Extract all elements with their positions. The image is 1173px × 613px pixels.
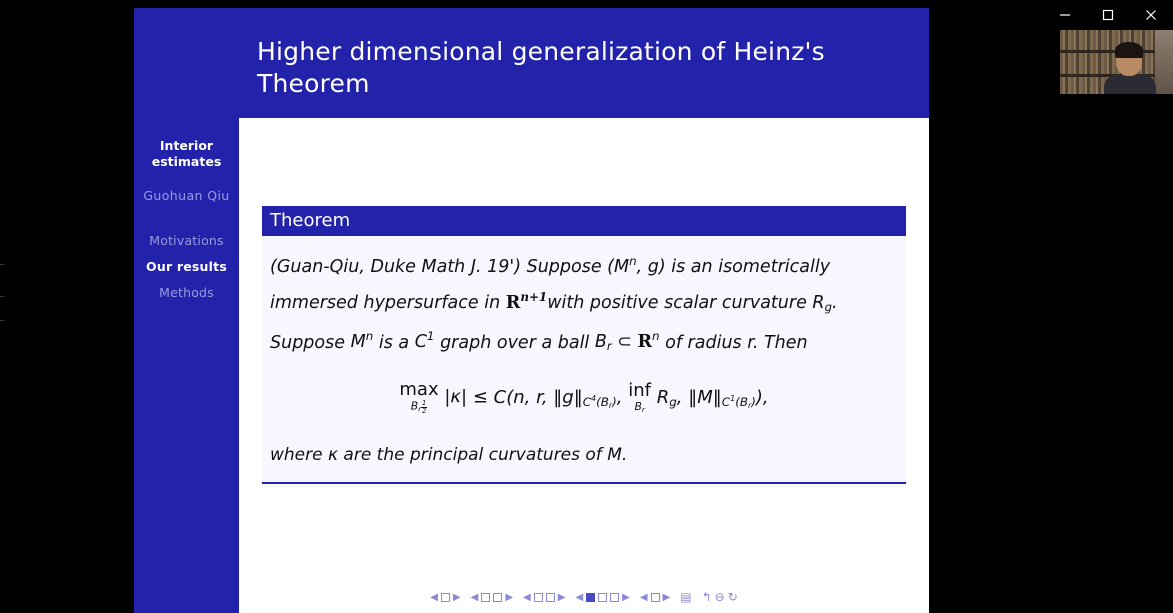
theorem-header: Theorem xyxy=(262,206,906,236)
nav-group[interactable] xyxy=(430,592,460,603)
nav-next-arrow[interactable]: ▶ xyxy=(505,591,514,603)
nav-next-arrow[interactable]: ▶ xyxy=(622,591,630,603)
sidebar-author: Guohuan Qiu xyxy=(143,188,230,203)
theorem-text-5: scalar curvature xyxy=(664,292,807,313)
formula-rhs-2: $R_g$, $‖M‖_{C^1(B_r)}$), xyxy=(656,386,769,410)
zoom-in-icon[interactable]: ↻ xyxy=(727,590,738,604)
maximize-icon[interactable] xyxy=(1086,0,1129,30)
nav-prev-arrow[interactable]: ◀ xyxy=(639,591,648,603)
slide-title: Higher dimensional generalization of Heinz's Theorem xyxy=(257,37,825,98)
webcam-person-hair xyxy=(1115,42,1143,58)
theorem-text-10: . Then xyxy=(752,332,808,353)
nav-box[interactable] xyxy=(534,593,543,602)
nav-box[interactable] xyxy=(481,593,490,602)
nav-group[interactable] xyxy=(575,592,629,603)
nav-prev-arrow[interactable]: ◀ xyxy=(523,591,531,603)
nav-group-doc[interactable] xyxy=(680,590,691,604)
presenter-webcam-thumbnail[interactable] xyxy=(1060,30,1173,94)
theorem-text-7: is a xyxy=(378,332,410,353)
theorem-display-formula xyxy=(270,381,898,418)
minimize-icon[interactable] xyxy=(1043,0,1086,30)
webcam-wall xyxy=(1155,30,1173,94)
theorem-text-3: isometrically immersed hypersurface in xyxy=(270,256,831,313)
formula-leq: ≤ xyxy=(472,386,494,408)
nav-next-arrow[interactable]: ▶ xyxy=(662,591,671,603)
nav-box-active[interactable] xyxy=(586,593,595,602)
theorem-body xyxy=(262,236,906,484)
theorem-math-Rg: $R_g$ xyxy=(812,292,832,314)
presentation-slide xyxy=(134,8,929,613)
zoom-out-icon[interactable]: ⊖ xyxy=(714,590,725,604)
nav-group[interactable] xyxy=(523,592,565,603)
theorem-block xyxy=(262,206,906,484)
theorem-math-Br: $B_r$ ⊂ $R^n$ xyxy=(594,329,660,354)
theorem-text-2: ) is an xyxy=(658,256,713,277)
nav-box[interactable] xyxy=(651,593,660,602)
webcam-person-body xyxy=(1104,74,1156,94)
nav-box[interactable] xyxy=(598,593,607,602)
formula-inf-operator: inf $B_r$ xyxy=(628,380,651,414)
edge-tick xyxy=(0,264,4,265)
sidebar-section-title: Interior estimates xyxy=(151,138,222,169)
nav-box[interactable] xyxy=(546,593,555,602)
formula-rhs: C(n, r, $‖g‖_{C^4(B_r)}$, xyxy=(493,386,623,410)
theorem-math-C1: $C^1$ xyxy=(414,329,435,353)
formula-kappa: |κ| xyxy=(444,386,468,408)
window-controls xyxy=(1043,0,1173,30)
document-icon[interactable]: ▤ xyxy=(680,590,692,604)
zoom-back-icon[interactable]: ↰ xyxy=(701,590,712,604)
nav-box[interactable] xyxy=(441,593,450,602)
theorem-text-1: (Guan-Qiu, Duke Math J. 19') Suppose ( xyxy=(270,256,614,277)
theorem-math-r: r xyxy=(747,332,753,353)
nav-prev-arrow[interactable]: ◀ xyxy=(470,591,479,603)
sidebar-item-motivations[interactable]: Motivations xyxy=(149,233,224,248)
sidebar-item-our-results[interactable]: Our results xyxy=(146,259,227,274)
theorem-math-Mn: $M^n$ xyxy=(350,329,374,353)
beamer-navigation-bar xyxy=(239,587,929,607)
edge-tick xyxy=(0,320,4,321)
theorem-text-4: with positive xyxy=(547,292,659,313)
nav-box[interactable] xyxy=(493,593,502,602)
theorem-math-Mn-g: $M^n$, g xyxy=(613,254,659,277)
theorem-text-9: of radius xyxy=(665,332,742,353)
nav-group[interactable] xyxy=(640,592,670,603)
theorem-paragraph xyxy=(270,246,898,361)
nav-next-arrow[interactable]: ▶ xyxy=(452,591,461,603)
theorem-closing-line: where κ are the principal curvatures of M. xyxy=(270,444,628,465)
desktop-background-left xyxy=(0,0,134,613)
nav-group-zoom[interactable] xyxy=(702,590,738,604)
theorem-text-6: . Suppose xyxy=(270,292,838,353)
theorem-math-Rn1: $R^{n+1}$ xyxy=(505,289,548,313)
slide-sidebar xyxy=(134,8,239,613)
nav-prev-arrow[interactable]: ◀ xyxy=(575,591,584,603)
formula-max-operator: max $B_r$ $\frac{1}{2}$ xyxy=(399,379,439,415)
nav-next-arrow[interactable]: ▶ xyxy=(557,591,566,603)
nav-prev-arrow[interactable]: ◀ xyxy=(430,591,438,603)
sidebar-nav xyxy=(134,228,239,306)
nav-group[interactable] xyxy=(471,592,513,603)
nav-box[interactable] xyxy=(610,593,619,602)
theorem-text-8: graph over a ball xyxy=(440,332,590,353)
edge-tick xyxy=(0,296,4,297)
sidebar-item-methods[interactable]: Methods xyxy=(159,285,214,300)
close-icon[interactable] xyxy=(1130,0,1173,30)
